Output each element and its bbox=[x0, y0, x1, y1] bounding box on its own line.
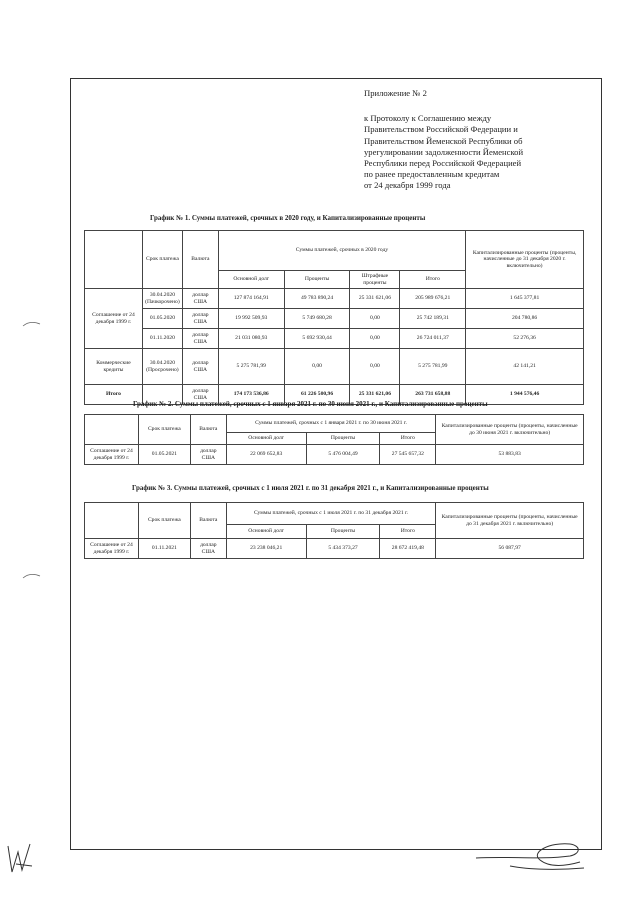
col-penalty: Штрафные проценты bbox=[350, 271, 400, 289]
cell-principal: 21 031 080,93 bbox=[218, 329, 284, 349]
cell-currency: доллар США bbox=[182, 289, 218, 309]
cell-penalty: 0,00 bbox=[350, 349, 400, 385]
header-line: урегулировании задолженности Йеменской bbox=[364, 146, 524, 157]
col-currency: Валюта bbox=[190, 503, 226, 539]
cell-penalty: 25 331 621,06 bbox=[350, 385, 400, 405]
cell-principal: 22 069 652,83 bbox=[226, 445, 306, 465]
table-row bbox=[85, 309, 584, 329]
cell-interest: 61 226 500,96 bbox=[284, 385, 350, 405]
cell-capitalized: 42 141,21 bbox=[466, 349, 584, 385]
col-interest: Проценты bbox=[284, 271, 350, 289]
schedule1-table bbox=[84, 230, 584, 405]
cell-date: 01.05.2020 bbox=[142, 309, 182, 329]
cell-total: 27 545 657,32 bbox=[380, 445, 436, 465]
schedule3-title: График № 3. Суммы платежей, срочных с 1 июля 2021 г. по 31 декабря 2021 г., и Капитализированные проценты bbox=[132, 484, 489, 492]
commercial-label: Коммерческие кредиты bbox=[85, 349, 143, 385]
col-payments: Суммы платежей, срочных в 2020 году bbox=[218, 231, 465, 271]
cell-principal: 23 238 046,21 bbox=[226, 539, 306, 559]
schedule3-table bbox=[84, 502, 584, 559]
initials-signature bbox=[2, 840, 38, 876]
header-line: по ранее предоставленным кредитам bbox=[364, 169, 500, 180]
cell-currency: доллар США bbox=[182, 349, 218, 385]
cell-currency: доллар США bbox=[182, 329, 218, 349]
table-row bbox=[85, 329, 584, 349]
col-currency: Валюта bbox=[190, 415, 226, 445]
cell-principal: 174 173 536,86 bbox=[218, 385, 284, 405]
schedule2-title: График № 2. Суммы платежей, срочных с 1 января 2021 г. по 30 июня 2021 г., и Капитализированные проценты bbox=[133, 400, 488, 408]
cell-total: 263 731 658,88 bbox=[400, 385, 466, 405]
cell-penalty: 25 331 621,06 bbox=[350, 289, 400, 309]
cell-total: 205 989 676,21 bbox=[400, 289, 466, 309]
col-total: Итого bbox=[380, 525, 436, 539]
cell-date: 01.11.2020 bbox=[142, 329, 182, 349]
cell-currency: доллар США bbox=[182, 385, 218, 405]
totals-label: Итого bbox=[85, 385, 143, 405]
col-capitalized: Капитализированные проценты (проценты, начисленные до 30 июня 2021 г. включительно) bbox=[436, 415, 584, 445]
col-due-date: Срок платежа bbox=[142, 231, 182, 289]
cell-interest: 5 749 680,28 bbox=[284, 309, 350, 329]
col-payments: Суммы платежей, срочных с 1 июля 2021 г. по 31 декабря 2021 г. bbox=[226, 503, 436, 525]
table-row bbox=[85, 539, 584, 559]
table-row bbox=[85, 445, 584, 465]
cell-interest: 5 434 373,27 bbox=[306, 539, 380, 559]
header-line: от 24 декабря 1999 года bbox=[364, 180, 451, 191]
cell-capitalized: 1 944 576,46 bbox=[466, 385, 584, 405]
cell-date: 01.11.2021 bbox=[138, 539, 190, 559]
cell-penalty: 0,00 bbox=[350, 309, 400, 329]
cell-interest: 49 783 890,24 bbox=[284, 289, 350, 309]
agreement-label: Соглашение от 24 декабря 1999 г. bbox=[85, 289, 143, 349]
cell-capitalized: 52 276,36 bbox=[466, 329, 584, 349]
header-line: Республики перед Российской Федерацией bbox=[364, 158, 522, 169]
cell-principal: 5 275 781,99 bbox=[218, 349, 284, 385]
cell-date: 01.05.2021 bbox=[138, 445, 190, 465]
cell-date: 30.04.2020 (Пачкорочено) bbox=[142, 289, 182, 309]
table-row bbox=[85, 349, 584, 385]
cell-interest: 5 692 930,44 bbox=[284, 329, 350, 349]
col-principal: Основной долг bbox=[226, 433, 306, 445]
margin-mark bbox=[22, 320, 42, 328]
cell-capitalized: 53 883,83 bbox=[436, 445, 584, 465]
cell-capitalized: 1 645 377,81 bbox=[466, 289, 584, 309]
cell-total: 28 672 419,48 bbox=[380, 539, 436, 559]
agreement-label: Соглашение от 24 декабря 1999 г. bbox=[85, 445, 139, 465]
header-line: к Протоколу к Соглашению между bbox=[364, 113, 492, 124]
cell-interest: 5 476 004,49 bbox=[306, 445, 380, 465]
col-capitalized: Капитализированные проценты (проценты, начисленные до 31 декабря 2021 г. включительно) bbox=[436, 503, 584, 539]
agreement-label: Соглашение от 24 декабря 1999 г. bbox=[85, 539, 139, 559]
header-line: Правительством Йеменской Республики об bbox=[364, 135, 523, 146]
cell-principal: 127 874 164,91 bbox=[218, 289, 284, 309]
cell-currency: доллар США bbox=[182, 309, 218, 329]
col-due-date: Срок платежа bbox=[138, 503, 190, 539]
margin-mark bbox=[22, 572, 42, 580]
col-principal: Основной долг bbox=[218, 271, 284, 289]
col-total: Итого bbox=[400, 271, 466, 289]
signature bbox=[470, 826, 590, 872]
col-interest: Проценты bbox=[306, 525, 380, 539]
schedule2-table bbox=[84, 414, 584, 465]
col-interest: Проценты bbox=[306, 433, 380, 445]
col-payments: Суммы платежей, срочных с 1 января 2021 г. по 30 июня 2021 г. bbox=[226, 415, 436, 433]
cell-total: 5 275 781,99 bbox=[400, 349, 466, 385]
cell-total: 26 724 011,37 bbox=[400, 329, 466, 349]
col-capitalized: Капитализированные проценты (проценты, начисленные до 31 декабря 2020 г. включительно) bbox=[466, 231, 584, 289]
header-line: Правительством Российской Федерации и bbox=[364, 124, 518, 135]
cell-capitalized: 204 780,86 bbox=[466, 309, 584, 329]
cell-total: 25 742 189,31 bbox=[400, 309, 466, 329]
cell-penalty: 0,00 bbox=[350, 329, 400, 349]
col-currency: Валюта bbox=[182, 231, 218, 289]
col-principal: Основной долг bbox=[226, 525, 306, 539]
appendix-header bbox=[364, 88, 564, 192]
col-total: Итого bbox=[380, 433, 436, 445]
cell-currency: доллар США bbox=[190, 445, 226, 465]
cell-currency: доллар США bbox=[190, 539, 226, 559]
cell-capitalized: 56 087,97 bbox=[436, 539, 584, 559]
col-due-date: Срок платежа bbox=[138, 415, 190, 445]
cell-interest: 0,00 bbox=[284, 349, 350, 385]
schedule1-title: График № 1. Суммы платежей, срочных в 2020 году, и Капитализированные проценты bbox=[150, 214, 426, 222]
table-row bbox=[85, 289, 584, 309]
appendix-title: Приложение № 2 bbox=[364, 88, 427, 98]
cell-date: 30.04.2020 (Просрочено) bbox=[142, 349, 182, 385]
cell-principal: 19 992 509,93 bbox=[218, 309, 284, 329]
